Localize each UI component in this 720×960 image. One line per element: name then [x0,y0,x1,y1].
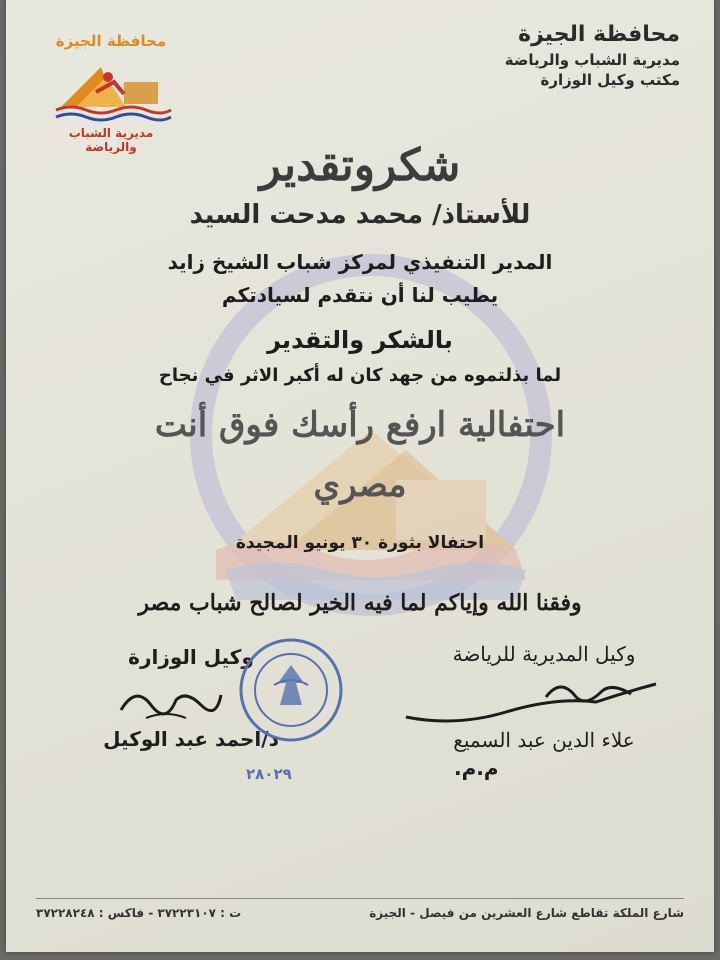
logo-emblem-icon [46,52,176,122]
body-line-3: لما بذلتموه من جهد كان له أكبر الاثر في نجاح [158,365,562,386]
footer-phone-fax: ت : ٣٧٢٢٣١٠٧ - فاكس : ٣٧٢٢٨٢٤٨ [36,906,242,920]
stamp-number: ٢٨٠٢٩ [246,765,292,783]
governorate-name: محافظة الجيزة [518,22,680,47]
event-name-continued: مصري [313,465,407,505]
recipient-role: المدير التنفيذي لمركز شباب الشيخ زايد [167,250,553,274]
directorate-name: مديرية الشباب والرياضة [504,51,680,69]
deputy-title: وكيل المديرية للرياضة [452,642,636,666]
handwritten-signature-right-icon [396,672,666,732]
undersecretary-name: د/احمد عبد الوكيل [103,727,279,751]
handwritten-signature-left-icon [116,680,226,725]
logo-bottom-text: مديرية الشباب والرياضة [68,126,154,154]
logo-top-text: محافظة الجيزة [55,32,167,50]
letterhead [505,22,680,89]
footer-address: شارع الملكة تقاطع شارع العشرين من فيصل - الجيزة [369,906,684,920]
event-name: احتفالية ارفع رأسك فوق أنت [154,405,566,445]
directorate-logo [46,30,176,154]
certificate-title: شكروتقدير [259,140,461,191]
deputy-name: علاء الدين عبد السميع [453,728,635,752]
official-stamp-icon [236,635,346,745]
recipient-name: للأستاذ/ محمد مدحت السيد [189,200,531,230]
undersecretary-title: وكيل الوزارة [128,645,254,669]
occasion-line: احتفالا بثورة ٣٠ يونيو المجيدة [235,533,485,553]
body-line-1: يطيب لنا أن نتقدم لسيادتكم [221,283,499,307]
body-line-2: بالشكر والتقدير [267,326,453,354]
certificate-page [6,0,714,952]
footer-divider [36,898,684,899]
closing-wish: وفقنا الله وإياكم لما فيه الخير لصالح شباب مصر [138,590,582,616]
deputy-prefix: م.م. [454,756,499,780]
office-name: مكتب وكيل الوزارة [540,71,680,89]
